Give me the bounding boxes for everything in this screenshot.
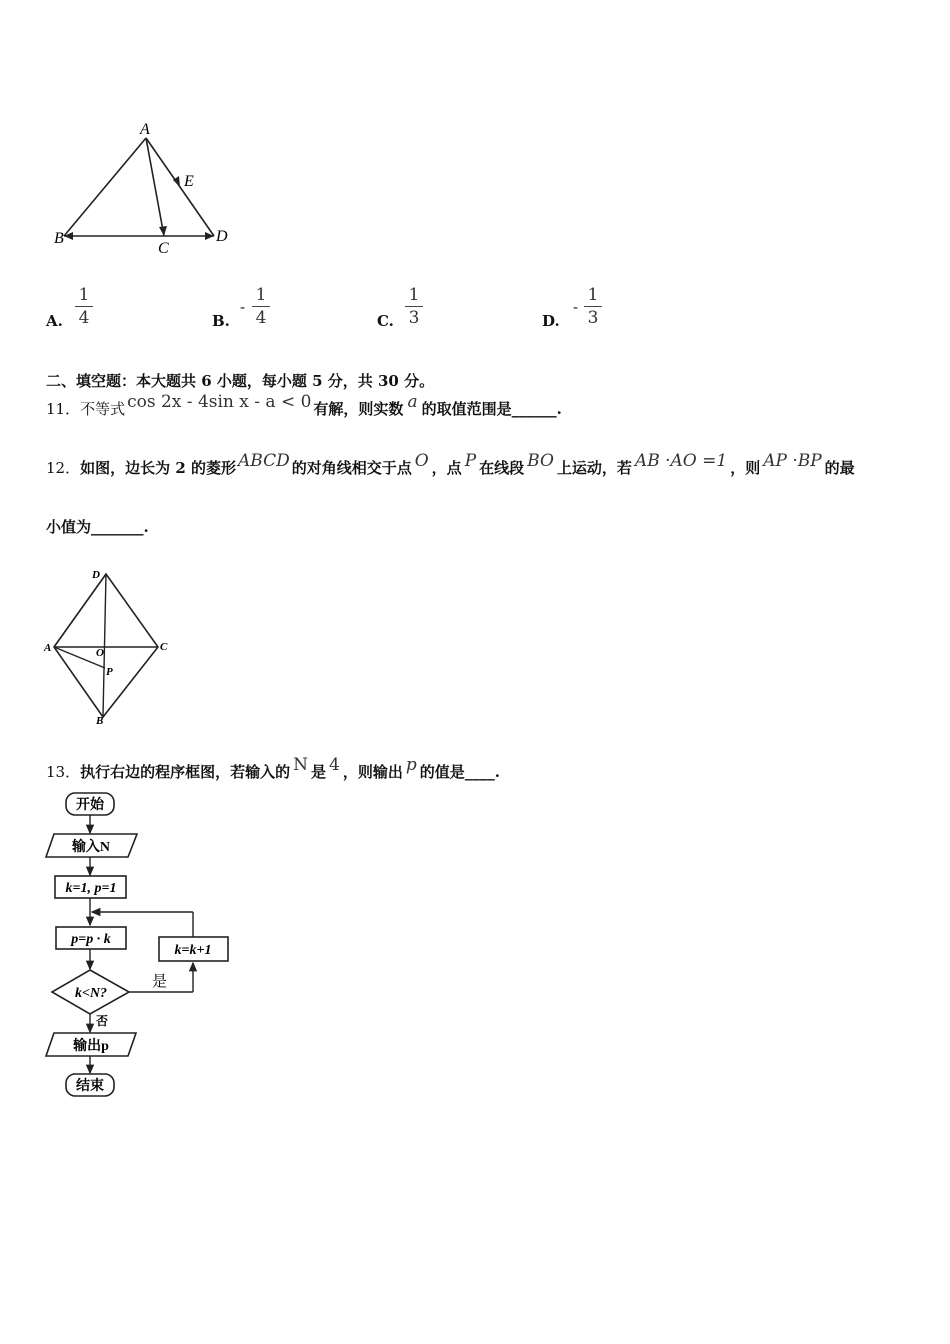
- rh-label-A: A: [44, 642, 52, 654]
- option-c-label: C.: [377, 312, 394, 330]
- option-a-fraction: 1 4: [75, 285, 93, 328]
- question-12: 12．如图，边长为 2 的菱形 ABCD 的对角线相交于点 O ，点 P 在线段 BO 上运动，若 AB ·AO =1 ，则 AP ·BP 的最: [46, 451, 855, 477]
- option-b-sign: -: [240, 298, 246, 316]
- rh-label-O: O: [96, 647, 104, 659]
- flow-input-text: 输入N: [71, 840, 111, 855]
- rh-label-P: P: [106, 666, 113, 678]
- option-d-sign: -: [573, 298, 579, 316]
- section-heading: 二、填空题：本大题共 6 小题，每小题 5 分，共 30 分。: [46, 372, 435, 390]
- q13-number: 13．: [46, 763, 81, 781]
- flow-end-text: 结束: [76, 1079, 104, 1094]
- option-d-fraction: 1 3: [584, 285, 602, 328]
- q11-number: 11．: [46, 400, 81, 418]
- option-c-fraction: 1 3: [405, 285, 423, 328]
- flowchart: [40, 786, 240, 1106]
- option-b-fraction: 1 4: [252, 285, 270, 328]
- option-d-label: D.: [542, 312, 560, 330]
- question-12-line2: 小值为_______.: [46, 518, 149, 536]
- rh-label-D: D: [92, 569, 100, 581]
- label-B: B: [54, 230, 64, 247]
- label-C: C: [158, 240, 169, 257]
- flow-update-p-text: p=p · k: [71, 932, 111, 947]
- flow-start-text: 开始: [76, 798, 104, 813]
- flow-decision-text: k<N?: [74, 986, 108, 1001]
- q12-expression: AP ·BP: [763, 451, 822, 471]
- question-11: 11．不等式 cos 2x - 4sin x - a < 0 有解，则实数 a 的取值范围是______.: [46, 392, 562, 418]
- option-b-label: B.: [212, 312, 230, 330]
- triangle-figure: [40, 115, 250, 260]
- flow-update-k-text: k=k+1: [174, 943, 212, 958]
- flow-yes-label: 是: [152, 974, 168, 990]
- flow-no-label: 否: [96, 1014, 109, 1028]
- q12-number: 12．: [46, 459, 81, 477]
- label-D: D: [216, 228, 228, 245]
- rhombus-figure: [40, 562, 180, 727]
- label-E: E: [184, 173, 194, 190]
- q11-inequality: cos 2x - 4sin x - a < 0: [127, 392, 312, 412]
- question-13: 13．执行右边的程序框图，若输入的 N 是 4 ，则输出 p 的值是____.: [46, 755, 500, 781]
- rh-label-C: C: [160, 641, 168, 653]
- flow-output-text: 输出p: [73, 1039, 109, 1054]
- label-A: A: [140, 121, 150, 138]
- q12-condition: AB ·AO =1: [634, 451, 728, 471]
- flow-init-text: k=1, p=1: [65, 881, 117, 896]
- option-a-label: A.: [46, 312, 63, 330]
- rh-label-B: B: [96, 715, 104, 727]
